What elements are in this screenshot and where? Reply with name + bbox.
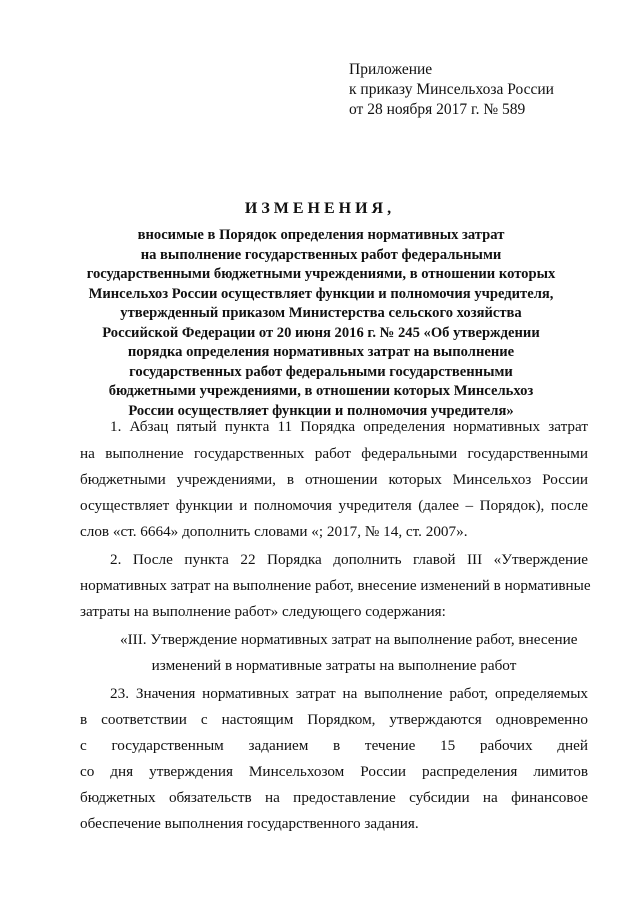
subtitle-line: государственных работ федеральными государственными [129,363,513,380]
subtitle-line: вносимые в Порядок определения нормативных затрат [137,227,505,243]
subtitle-line: утвержденный приказом Министерства сельского хозяйства [120,305,522,321]
appendix-line: к приказу Минсельхоза России [349,81,554,98]
paragraph-2-line: нормативных затрат на выполнение работ, внесение изменений в нормативные [80,577,591,594]
paragraph-1-line: слов «ст. 6664» дополнить словами «; 2017, № 14, ст. 2007». [80,523,468,540]
subtitle-line: государственными бюджетными учреждениями, в отношении которых [86,266,556,282]
subtitle-line: Минсельхоз России осуществляет функции и полномочия учредителя, [88,285,554,302]
chapter-heading-line: «III. Утверждение нормативных затрат на выполнение работ, внесение [120,631,578,648]
paragraph-1-line: осуществляет функции и полномочия учредителя (далее – Порядок), после [80,497,588,514]
appendix-header [349,60,554,120]
subtitle-line: на выполнение государственных работ федеральными [140,246,502,263]
document-title: ИЗМЕНЕНИЯ, [244,200,396,217]
appendix-line: Приложение [349,61,433,78]
subtitle-line: порядка определения нормативных затрат на выполнение [127,344,515,360]
paragraph-1-line: бюджетными учреждениями, в отношении которых Минсельхоз России [80,471,588,488]
paragraph-1-line: на выполнение государственных работ федеральными государственными [80,445,588,462]
paragraph-1-line: 1. Абзац пятый пункта 11 Порядка определения нормативных затрат [110,418,588,435]
subtitle-line: Российской Федерации от 20 июня 2016 г. № 245 «Об утверждении [102,324,540,341]
paragraph-23-line: с государственным заданием в течение 15 рабочих дней [80,737,588,754]
paragraph-23-line: со дня утверждения Минсельхозом России распределения лимитов [80,763,588,780]
appendix-line: от 28 ноября 2017 г. № 589 [349,101,526,118]
paragraph-2-line: 2. После пункта 22 Порядка дополнить главой III «Утверждение [110,551,588,568]
paragraph-23-line: обеспечение выполнения государственного задания. [80,815,419,832]
document-subtitle [60,226,582,421]
paragraph-23-line: в соответствии с настоящим Порядком, утверждаются одновременно [80,711,588,728]
subtitle-line: России осуществляет функции и полномочия учредителя» [128,402,514,419]
paragraph-23-line: бюджетных обязательств на предоставление субсидии на финансовое [80,789,588,806]
paragraph-23-line: 23. Значения нормативных затрат на выполнение работ, определяемых [110,685,588,702]
subtitle-line: бюджетными учреждениями, в отношении которых Минсельхоз [108,383,534,399]
chapter-heading-line: изменений в нормативные затраты на выполнение работ [151,657,517,674]
paragraph-2-line: затраты на выполнение работ» следующего содержания: [80,603,446,620]
